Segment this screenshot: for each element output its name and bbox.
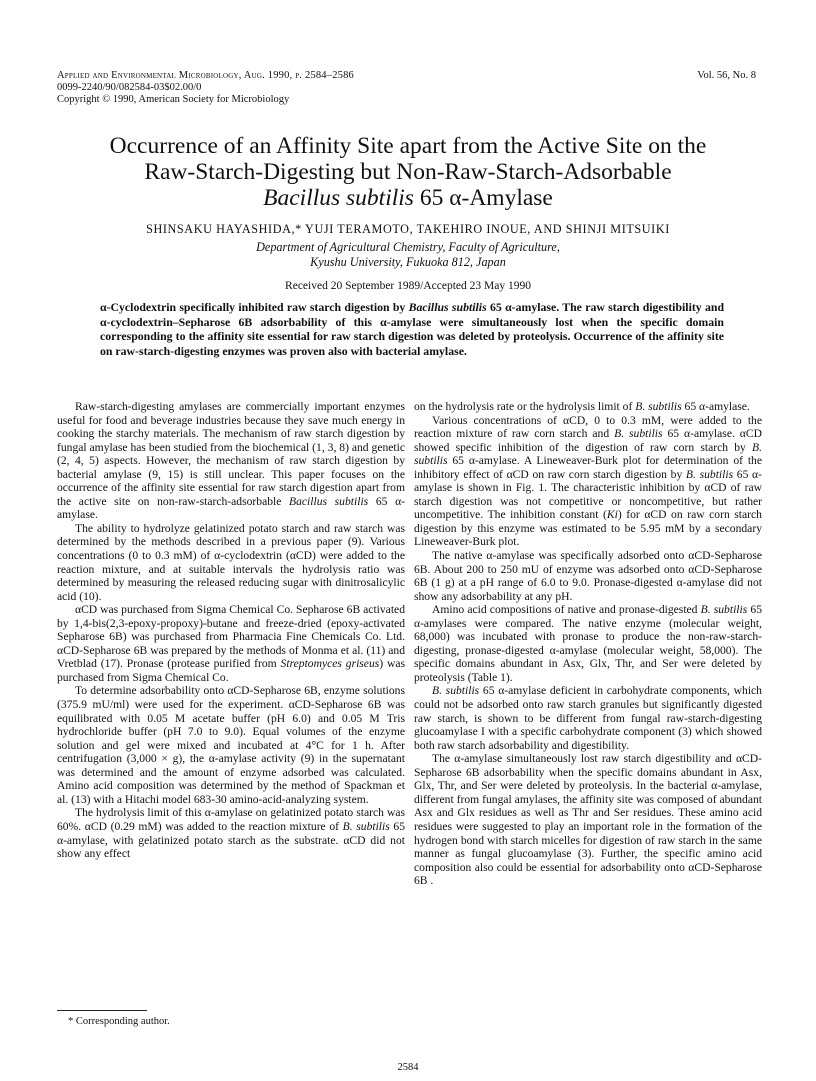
- text: 65 α-amylase.: [57, 494, 406, 522]
- affiliation-line-2: Kyushu University, Fukuoka 812, Japan: [310, 255, 506, 269]
- species-name: Streptomyces griseus: [280, 657, 380, 671]
- journal-copyright: Copyright © 1990, American Society for Microbiology: [57, 94, 290, 105]
- species-name: B. subtilis: [685, 467, 734, 481]
- body-column-left: [57, 400, 405, 861]
- title-line-3-rest: 65 α-Amylase: [413, 185, 553, 211]
- paragraph: [57, 400, 405, 522]
- volume-number: Vol. 56, No. 8: [697, 70, 756, 81]
- text: 65 α-amylase. αCD showed specific inhibition of the digestion of raw corn starch by: [414, 427, 762, 454]
- footnote: * Corresponding author.: [68, 1016, 170, 1027]
- species-name: B. subtilis: [432, 684, 480, 698]
- text: 65 α-amylase, with gelatinized potato starch as the substrate. αCD did not show any effect: [57, 819, 405, 861]
- paragraph: The α-amylase simultaneously lost raw starch digestibility and αCD-Sepharose 6B adsorbability when the specific domains abundant in Asx, Glx, Thr, and Ser were deleted by proteolysis. In the bacterial α-amylase, different from fungal amylases, the affinity site was composed of abundant Asx and Glx residues as well as Thr and Ser residues. These amino acid residues were suggested to play an important role in the formation of the hydrogen bond with starch micelles for digestion of raw starch in the same manner as fungal glucoamylase (3). Further, the specific amino acid composition also could be essential for adsorbability onto αCD-Sepharose 6B .: [414, 752, 762, 888]
- title-line-2: Raw-Starch-Digesting but Non-Raw-Starch-Adsorbable: [144, 159, 672, 185]
- abstract: [100, 300, 724, 358]
- paragraph: [414, 603, 762, 684]
- species-name: B. subtilis: [614, 427, 663, 441]
- received-date: Received 20 September 1989/Accepted 23 May 1990: [285, 280, 531, 292]
- affiliation-line-1: Department of Agricultural Chemistry, Faculty of Agriculture,: [256, 240, 560, 254]
- paragraph: The native α-amylase was specifically adsorbed onto αCD-Sepharose 6B. About 200 to 250 mU of enzyme was adsorbed onto αCD-Sepharose 6B (1 g) at a pH range of 6.0 to 9.0. Pronase-digested α-amylase did not show any adsorbability at any pH.: [414, 549, 762, 603]
- species-name: B. subtilis: [635, 400, 682, 413]
- journal-citation: Applied and Environmental Microbiology, Aug. 1990, p. 2584–2586: [57, 70, 354, 81]
- paragraph: To determine adsorbability onto αCD-Sepharose 6B, enzyme solutions (375.9 mU/ml) were used for the experiment. αCD-Sepharose 6B was equilibrated with 0.05 M acetate buffer (pH 6.0) and 0.05 M Tris hydrochloride buffer (pH 7.0 to 9.0). Equal volumes of the enzyme solution and gel were mixed and incubated at 4°C for 1 h. After centrifugation (3,000 × g), the α-amylase activity (9) in the supernatant was determined and the amount of enzyme adsorbed was calculated. Amino acid composition was determined by the method of Spackman et al. (13) with a Hitachi model 683-30 amino-acid-analyzing system.: [57, 684, 405, 806]
- title-line-3: [60, 185, 756, 211]
- title-species: Bacillus subtilis: [263, 185, 414, 211]
- footnote-rule: [57, 1010, 147, 1011]
- inhibition-constant-symbol: Ki: [606, 508, 618, 522]
- page-number: 2584: [397, 1062, 419, 1073]
- article-title: [60, 133, 756, 211]
- text: αCD was purchased from Sigma Chemical Co. Sepharose 6B activated by 1,4-bis(2,3-epoxy-propoxy)-butane and freeze-dried (epoxy-activated Sepharose 6B) was purchased from Pharmacia Fine Chemicals Co. Ltd. αCD-Sepharose 6B was prepared by the methods of Monma et al. (11) and Vretblad (17). Pronase (protease purified from: [57, 603, 405, 671]
- text: 65 α-amylase is shown in Fig. 1. The characteristic inhibition by αCD of raw starch digestion was not competitive or noncompetitive, but rather uncompetitive. The inhibition constant (: [414, 467, 762, 522]
- journal-code: 0099-2240/90/082584-03$02.00/0: [57, 82, 202, 93]
- text: Raw-starch-digesting amylases are commercially important enzymes useful for food and beverage industries because they save much energy in cooking the starchy materials. The mechanism of raw starch digestion by fungal amylase has been studied from the biochemical (1, 3, 8) and genetic (2, 4, 5) aspects. However, the mechanism of raw starch digestion by bacterial amylase (9, 15) is still unclear. This paper focuses on the occurrence of the affinity site essential for raw starch digestion apart from the active site on non-raw-starch-adsorbable: [57, 400, 405, 508]
- text: ) was purchased from Sigma Chemical Co.: [57, 657, 405, 684]
- species-name: B. subtilis: [414, 440, 762, 468]
- text: 65 α-amylase.: [681, 400, 750, 413]
- abstract-text-2: 65 α-amylase. The raw starch digestibility and α-cyclodextrin–Sepharose 6B adsorbability of this α-amylase were simultaneously lost when the specific domain corresponding to the affinity site essential for raw starch digestion was deleted by proteolysis. Occurrence of the affinity site on raw-starch-digesting enzymes was proven also with bacterial amylase.: [100, 300, 724, 358]
- paragraph: [57, 603, 405, 684]
- text: on the hydrolysis rate or the hydrolysis limit of: [414, 400, 636, 413]
- title-line-1: Occurrence of an Affinity Site apart from the Active Site on the: [109, 133, 707, 159]
- abstract-species: Bacillus subtilis: [408, 300, 487, 314]
- author-list: SHINSAKU HAYASHIDA,* YUJI TERAMOTO, TAKEHIRO INOUE, AND SHINJI MITSUIKI: [146, 222, 670, 236]
- journal-header: [57, 70, 354, 106]
- species-name: B. subtilis: [342, 819, 390, 833]
- text: 65 α-amylase deficient in carbohydrate components, which could not be adsorbed onto raw starch granules but significantly digested raw starch, is shown to be different from fungal raw-starch-digesting glucoamylase I with a specific carbohydrate component (3) which showed both raw starch adsorbability and digestibility.: [414, 684, 762, 752]
- paragraph: [414, 400, 762, 414]
- body-column-right: [414, 400, 762, 888]
- text: ) for αCD on raw corn starch digestion by this enzyme was estimated to be 5.95 mM by a secondary Lineweaver-Burk plot.: [414, 508, 762, 549]
- text: 65 α-amylases were compared. The native enzyme (molecular weight, 68,000) was incubated with pronase to produce the non-raw-starch-digesting, pronase-digested α-amylase (molecular weight, 58,000). The specific domains abundant in Asx, Glx, Thr, and Ser were deleted by proteolysis (Table 1).: [414, 603, 762, 684]
- paragraph: [57, 806, 405, 860]
- species-name: B. subtilis: [700, 603, 748, 617]
- paragraph: [414, 414, 762, 549]
- text: Amino acid compositions of native and pronase-digested: [432, 603, 701, 617]
- species-name: Bacillus subtilis: [289, 494, 369, 508]
- text: Various concentrations of αCD, 0 to 0.3 mM, were added to the reaction mixture of raw corn starch and: [414, 413, 762, 441]
- abstract-text-1: α-Cyclodextrin specifically inhibited raw starch digestion by: [100, 300, 409, 314]
- text: The hydrolysis limit of this α-amylase on gelatinized potato starch was 60%. αCD (0.29 mM) was added to the reaction mixture of: [57, 806, 405, 833]
- paragraph: The ability to hydrolyze gelatinized potato starch and raw starch was determined by the methods described in a previous paper (9). Various concentrations (0 to 0.3 mM) of α-cyclodextrin (αCD) were added to the reaction mixture, and at suitable intervals the hydrolysis ratio was determined by measuring the released reducing sugar with dinitrosalicylic acid (10).: [57, 521, 405, 603]
- text: 65 α-amylase. A Lineweaver-Burk plot for determination of the inhibitory effect of αCD on raw corn starch digestion by: [414, 454, 762, 481]
- paragraph: [414, 684, 762, 752]
- affiliation: [60, 240, 756, 270]
